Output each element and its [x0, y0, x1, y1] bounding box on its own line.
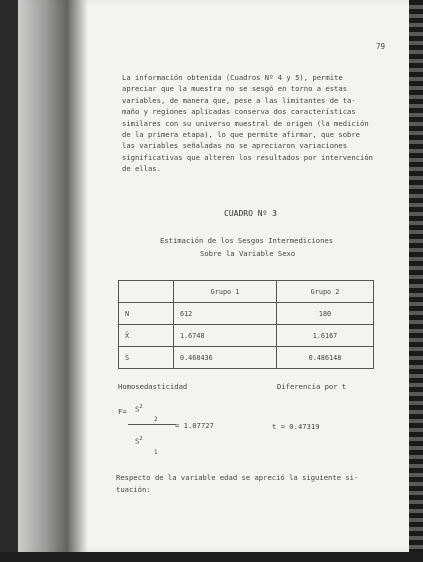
- f-label: F=: [118, 407, 127, 416]
- spiral-binding: [409, 0, 423, 562]
- paragraph-line: significativas que alteren los resultados por intervención: [122, 152, 373, 162]
- f-value: = 1.07727: [175, 421, 214, 430]
- row-label: S: [119, 347, 174, 369]
- numerator-subscript: 2: [154, 416, 158, 423]
- table-caption-line2: Sobre la Variable Sexo: [200, 249, 296, 258]
- paragraph-line: de ellas.: [122, 164, 161, 174]
- cell-grupo1: 0.468436: [174, 347, 277, 369]
- table-caption-line1: Estimación de los Sesgos Intermediciones: [160, 236, 334, 245]
- denominator-subscript: 1: [154, 449, 158, 456]
- paragraph-line: apreciar que la muestra no se sesgó en torno a estas: [122, 84, 348, 94]
- paragraph-line: La información obtenida (Cuadros Nº 4 y 5), permite: [122, 73, 343, 82]
- table-header-cell: Grupo 2: [277, 281, 374, 303]
- s-symbol: S: [135, 404, 140, 414]
- table-row: [119, 303, 374, 325]
- t-value: t = 0.47319: [272, 422, 320, 431]
- closing-line: tuación:: [116, 485, 151, 494]
- table-header-row: [119, 281, 374, 303]
- exponent: 2: [139, 436, 143, 442]
- body-paragraph: [122, 72, 384, 175]
- page-number: 79: [376, 42, 386, 51]
- cell-grupo2: 0.486148: [277, 347, 374, 369]
- cell-grupo2: 180: [277, 303, 374, 325]
- numerator-s-squared: [135, 402, 143, 415]
- denominator-s-squared: [135, 434, 143, 447]
- binding-shadow: [18, 0, 88, 552]
- paragraph-line: las variables señaladas no se apreciaron variaciones: [122, 141, 348, 151]
- cell-grupo2: 1.6167: [277, 325, 374, 347]
- page-bottom-edge: [0, 552, 423, 562]
- fraction-bar: [128, 424, 176, 425]
- paragraph-line: similares con su universo muestral de origen (la medición: [122, 118, 369, 128]
- table-row: [119, 325, 374, 347]
- homosedasticidad-label: Homosedasticidad: [118, 382, 188, 391]
- exponent: 2: [139, 404, 143, 410]
- table-header-cell: Grupo 1: [174, 281, 277, 303]
- statistics-table: [118, 280, 374, 369]
- closing-line: Respecto de la variable edad se apreció la siguiente si-: [116, 473, 359, 482]
- table-header-cell: [119, 281, 174, 303]
- cuadro-title: CUADRO Nº 3: [224, 209, 277, 218]
- paragraph-line: de la primera etapa), lo que permite afirmar, que sobre: [122, 129, 360, 139]
- cell-grupo1: 1.6748: [174, 325, 277, 347]
- row-label: N: [119, 303, 174, 325]
- table-row: [119, 347, 374, 369]
- row-label: X̄: [119, 325, 174, 347]
- paragraph-line: variables, de manera que, pese a las limitantes de ta-: [122, 95, 356, 105]
- diferencia-label: Diferencia por t: [277, 382, 347, 391]
- paragraph-line: maño y regiones aplicadas conserva dos características: [122, 107, 356, 117]
- s-symbol: S: [135, 436, 140, 446]
- cell-grupo1: 612: [174, 303, 277, 325]
